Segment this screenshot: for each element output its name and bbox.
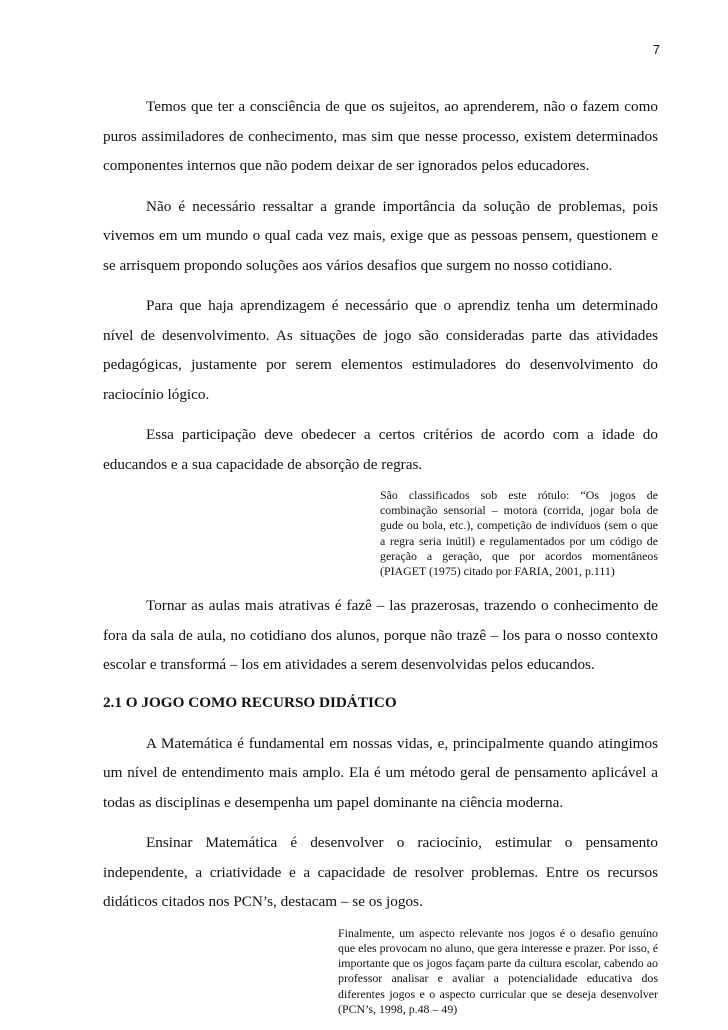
paragraph-consciencia: Temos que ter a consciência de que os sujeitos, ao aprenderem, não o fazem como puros assimiladores de conhecimento, mas sim que nesse processo, existem determinados componentes internos que não podem deixar de ser ignorados pelos educadores. <box>103 98 658 174</box>
block-quote-piaget: São classificados sob este rótulo: “Os jogos de combinação sensorial – motora (corrida, jogar bola de gude ou bola, etc.), competição de indivíduos (sem o que a regra seria inútil) e regulamentados por um código de geração a geração, que por acordos momentâneos (PIAGET (1975) citado por FARIA, 2001, p.111) <box>380 488 658 579</box>
paragraph-ensinar-matematica: Ensinar Matemática é desenvolver o raciocínio, estimular o pensamento independente, a criatividade e a capacidade de resolver problemas. Entre os recursos didáticos citados nos PCN’s, destacam – se os jogos. <box>103 834 658 911</box>
section-heading: 2.1 O JOGO COMO RECURSO DIDÁTICO <box>103 693 397 711</box>
document-body <box>103 92 658 1023</box>
paragraph-aulas-atrativas: Tornar as aulas mais atrativas é fazê – las prazerosas, trazendo o conhecimento de fora da sala de aula, no cotidiano dos alunos, porque não trazê – los para o nosso contexto escolar e transformá – los em atividades a serem desenvolvidas pelos educandos. <box>103 597 658 674</box>
paragraph-matematica: A Matemática é fundamental em nossas vidas, e, principalmente quando atingimos um nível de entendimento mais amplo. Ela é um método geral de pensamento aplicável a todas as disciplinas e desempenha um papel dominante na ciência moderna. <box>103 734 658 811</box>
block-quote-pcn: Finalmente, um aspecto relevante nos jogos é o desafio genuíno que eles provocam no aluno, que gera interesse e prazer. Por isso, é importante que os jogos façam parte da cultura escolar, cabendo ao professor analisar e avaliar a potencialidade educativa dos diferentes jogos e o aspecto curricular que se deseja desenvolver (PCN’s, 1998, p.48 – 49) <box>338 925 658 1016</box>
paragraph-solucao-problemas: Não é necessário ressaltar a grande importância da solução de problemas, pois vivemos em um mundo o qual cada vez mais, exige que as pessoas pensem, questionem e se arrisquem propondo soluções aos vários desafios que surgem no nosso cotidiano. <box>103 197 658 274</box>
paragraph-aprendizagem: Para que haja aprendizagem é necessário que o aprendiz tenha um determinado nível de desenvolvimento. As situações de jogo são consideradas parte das atividades pedagógicas, justamente por serem elementos estimuladores do desenvolvimento do raciocínio lógico. <box>103 297 658 403</box>
page-number: 7 <box>652 42 660 57</box>
paragraph-participacao: Essa participação deve obedecer a certos critérios de acordo com a idade do educandos e a sua capacidade de absorção de regras. <box>103 426 658 473</box>
